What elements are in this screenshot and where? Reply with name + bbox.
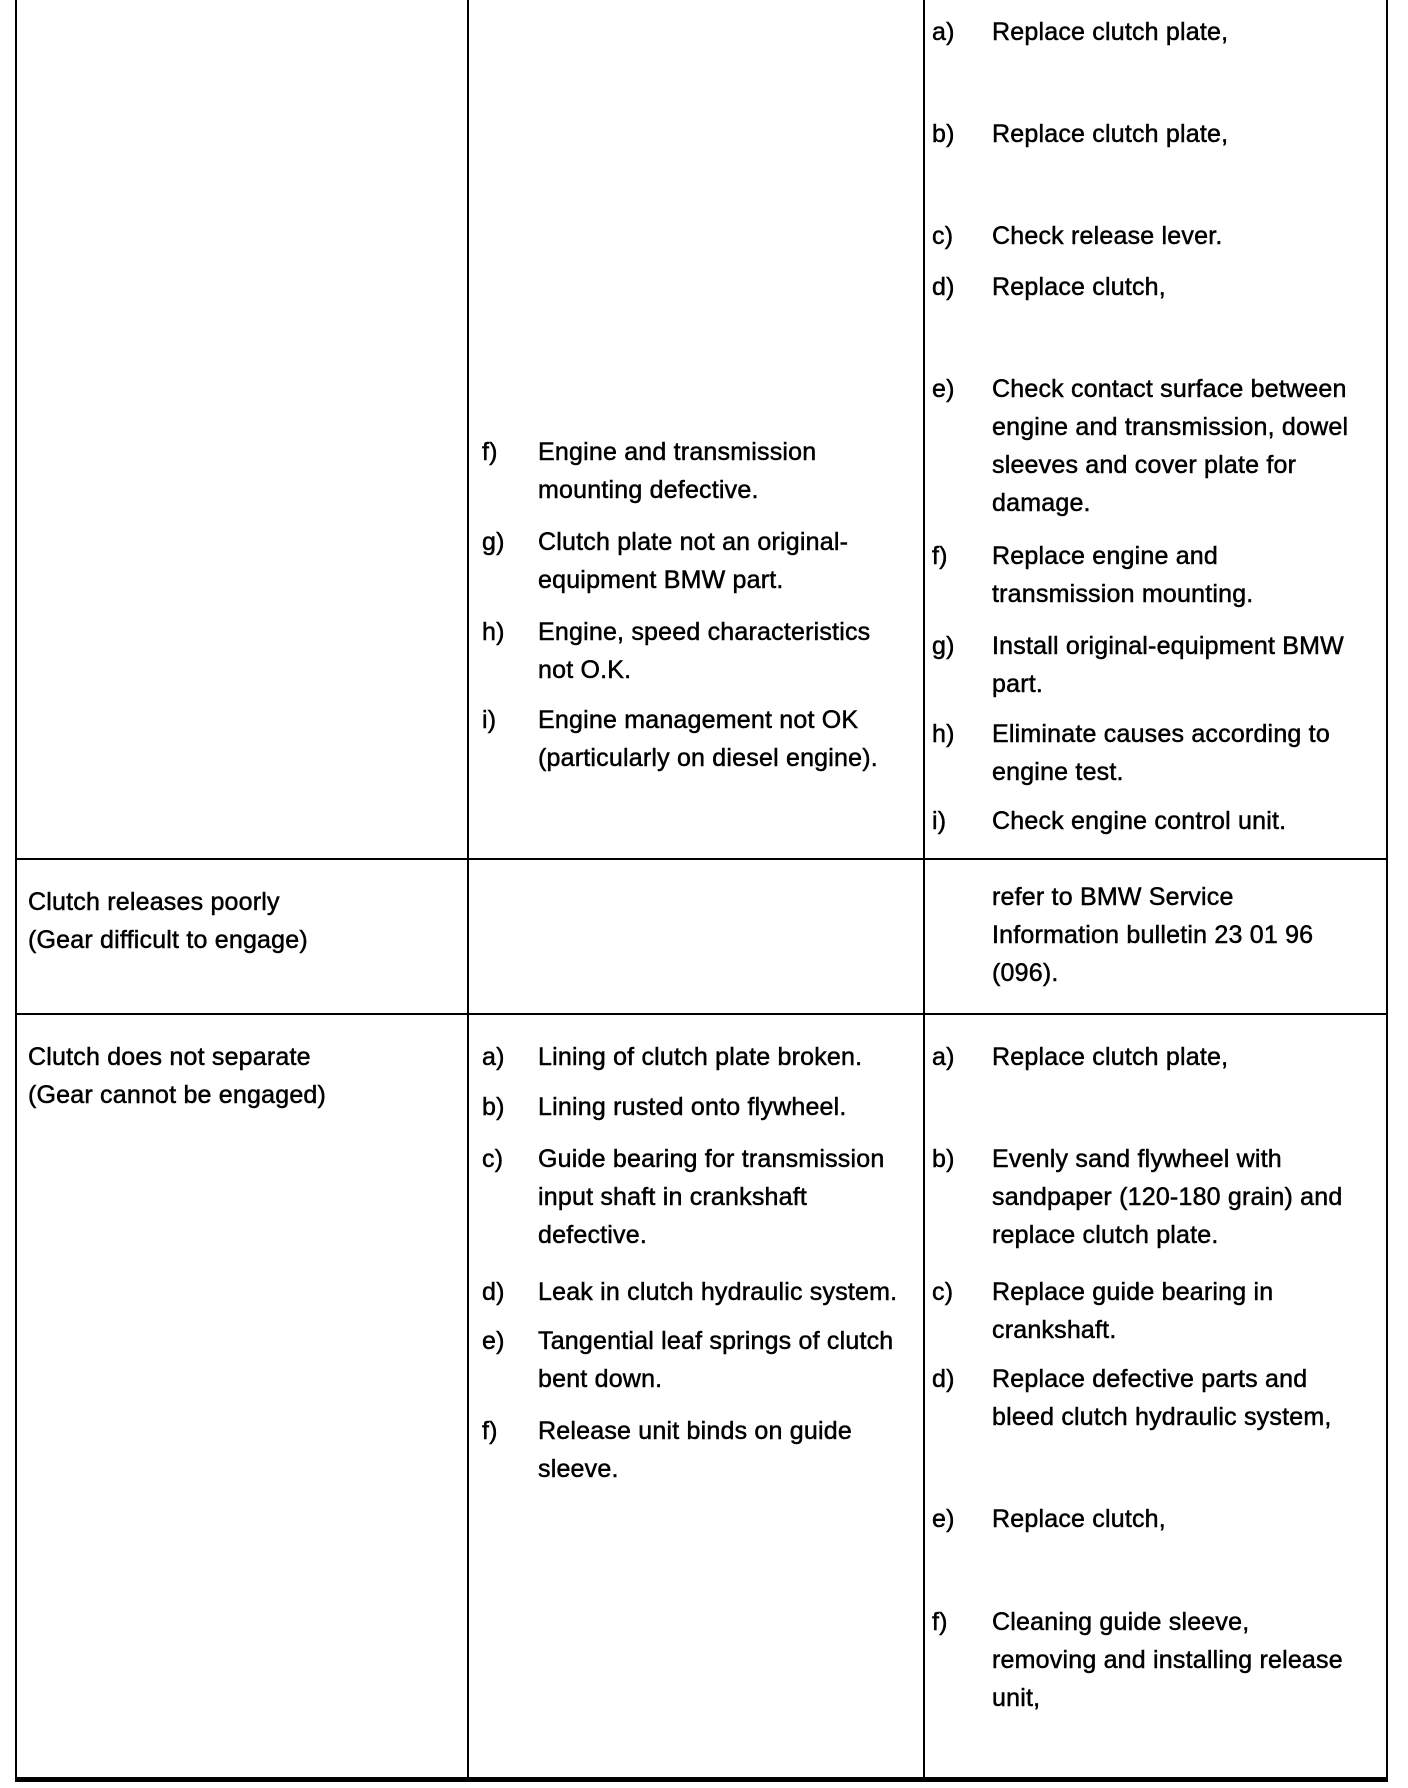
- remedy-item: [925, 115, 1386, 153]
- item-text-line: Clutch plate not an original-: [538, 528, 849, 556]
- item-text-line: removing and installing release: [992, 1646, 1343, 1674]
- remedy-item: [925, 878, 1386, 992]
- item-text-line: Tangential leaf springs of clutch: [538, 1327, 894, 1355]
- item-text-line: Replace engine and: [992, 542, 1218, 570]
- item-text-line: crankshaft.: [992, 1316, 1117, 1344]
- item-letter: e): [932, 1505, 955, 1533]
- item-letter: g): [482, 528, 505, 556]
- item-text-line: bleed clutch hydraulic system,: [992, 1403, 1332, 1431]
- problem-line: Clutch releases poorly: [28, 888, 280, 916]
- item-text-line: sleeve.: [538, 1455, 619, 1483]
- item-letter: d): [482, 1278, 505, 1306]
- item-letter: b): [932, 1145, 955, 1173]
- item-text-line: mounting defective.: [538, 476, 759, 504]
- cause-item: [469, 1140, 923, 1254]
- problem-cell: [17, 860, 469, 1013]
- cause-item: [469, 1412, 923, 1488]
- remedy-cell: [925, 0, 1386, 858]
- remedy-cell: [925, 1015, 1386, 1777]
- item-text-line: transmission mounting.: [992, 580, 1254, 608]
- item-text-line: defective.: [538, 1221, 648, 1249]
- item-text-line: part.: [992, 670, 1044, 698]
- item-text-line: sleeves and cover plate for: [992, 451, 1297, 479]
- item-text-line: (096).: [992, 959, 1059, 987]
- item-text-line: Cleaning guide sleeve,: [992, 1608, 1250, 1636]
- table-row-2: [17, 858, 1386, 1013]
- item-text-line: not O.K.: [538, 656, 632, 684]
- item-text-line: Eliminate causes according to: [992, 720, 1330, 748]
- item-text: [992, 1140, 1386, 1254]
- remedy-item: [925, 1360, 1386, 1436]
- item-text-line: (particularly on diesel engine).: [538, 744, 878, 772]
- cause-cell: [469, 1015, 925, 1777]
- item-text: [992, 1500, 1386, 1538]
- item-text-line: Check release lever.: [992, 222, 1223, 250]
- item-text-line: unit,: [992, 1684, 1041, 1712]
- item-letter: b): [932, 120, 955, 148]
- item-text-line: sandpaper (120-180 grain) and: [992, 1183, 1343, 1211]
- item-text-line: Guide bearing for transmission: [538, 1145, 885, 1173]
- item-letter: g): [932, 632, 955, 660]
- item-text-line: Evenly sand flywheel with: [992, 1145, 1282, 1173]
- item-text-line: Engine management not OK: [538, 706, 859, 734]
- remedy-item: [925, 268, 1386, 306]
- item-text: [992, 1360, 1386, 1436]
- item-text: [538, 1140, 923, 1254]
- remedy-item: [925, 715, 1386, 791]
- item-letter: i): [482, 706, 497, 734]
- item-text-line: Leak in clutch hydraulic system.: [538, 1278, 898, 1306]
- table-row-3: [17, 1013, 1386, 1777]
- item-text-line: refer to BMW Service: [992, 883, 1234, 911]
- item-text-line: Lining of clutch plate broken.: [538, 1043, 863, 1071]
- item-text: [992, 370, 1386, 522]
- item-text: [992, 1038, 1386, 1076]
- item-text: [538, 1412, 923, 1488]
- item-text: [992, 115, 1386, 153]
- troubleshooting-table: [15, 0, 1388, 1782]
- item-letter: h): [932, 720, 955, 748]
- item-text-line: Replace clutch plate,: [992, 120, 1229, 148]
- item-text-line: Replace clutch plate,: [992, 18, 1229, 46]
- cause-item: [469, 1038, 923, 1076]
- item-text: [992, 268, 1386, 306]
- problem-line: Clutch does not separate: [28, 1043, 311, 1071]
- item-text-line: damage.: [992, 489, 1091, 517]
- item-letter: e): [482, 1327, 505, 1355]
- item-letter: d): [932, 1365, 955, 1393]
- cause-cell: [469, 860, 925, 1013]
- item-text: [992, 1603, 1386, 1717]
- item-text: [538, 433, 923, 509]
- item-letter: d): [932, 273, 955, 301]
- problem-cell: [17, 1015, 469, 1777]
- item-text: [992, 715, 1386, 791]
- remedy-cell: [925, 860, 1386, 1013]
- item-letter: a): [932, 18, 955, 46]
- problem-line: (Gear difficult to engage): [28, 926, 308, 954]
- item-text: [992, 537, 1386, 613]
- table-row-1: [17, 0, 1386, 858]
- item-text-line: Check contact surface between: [992, 375, 1347, 403]
- cause-item: [469, 433, 923, 509]
- cause-item: [469, 1322, 923, 1398]
- item-letter: b): [482, 1093, 505, 1121]
- item-text-line: Engine and transmission: [538, 438, 817, 466]
- item-text-line: input shaft in crankshaft: [538, 1183, 808, 1211]
- item-text-line: equipment BMW part.: [538, 566, 784, 594]
- item-text-line: Replace clutch plate,: [992, 1043, 1229, 1071]
- item-letter: c): [932, 222, 954, 250]
- cause-item: [469, 1088, 923, 1126]
- item-letter: f): [932, 542, 948, 570]
- cause-item: [469, 701, 923, 777]
- item-text-line: replace clutch plate.: [992, 1221, 1219, 1249]
- remedy-item: [925, 1140, 1386, 1254]
- remedy-item: [925, 370, 1386, 522]
- item-text-line: Lining rusted onto flywheel.: [538, 1093, 847, 1121]
- problem-cell: [17, 0, 469, 858]
- cause-cell: [469, 0, 925, 858]
- item-text-line: engine test.: [992, 758, 1124, 786]
- cause-item: [469, 1273, 923, 1311]
- item-text: [538, 1088, 923, 1126]
- item-text: [538, 701, 923, 777]
- remedy-item: [925, 1603, 1386, 1717]
- item-letter: h): [482, 618, 505, 646]
- remedy-item: [925, 802, 1386, 840]
- remedy-item: [925, 217, 1386, 255]
- item-letter: i): [932, 807, 947, 835]
- item-text-line: Install original-equipment BMW: [992, 632, 1344, 660]
- item-letter: e): [932, 375, 955, 403]
- item-text-line: Information bulletin 23 01 96: [992, 921, 1314, 949]
- remedy-item: [925, 1273, 1386, 1349]
- cause-item: [469, 613, 923, 689]
- item-text-line: Check engine control unit.: [992, 807, 1287, 835]
- item-letter: a): [932, 1043, 955, 1071]
- item-text: [992, 627, 1386, 703]
- item-letter: c): [932, 1278, 954, 1306]
- item-text: [538, 613, 923, 689]
- cause-item: [469, 523, 923, 599]
- item-text-line: Replace clutch,: [992, 1505, 1166, 1533]
- item-text: [992, 13, 1386, 51]
- item-text-line: Release unit binds on guide: [538, 1417, 852, 1445]
- item-text-line: bent down.: [538, 1365, 663, 1393]
- item-letter: f): [932, 1608, 948, 1636]
- item-text: [992, 217, 1386, 255]
- item-text: [992, 802, 1386, 840]
- item-text-line: Replace clutch,: [992, 273, 1166, 301]
- item-letter: c): [482, 1145, 504, 1173]
- item-text: [538, 1322, 923, 1398]
- item-letter: f): [482, 438, 498, 466]
- remedy-item: [925, 1500, 1386, 1538]
- remedy-item: [925, 1038, 1386, 1076]
- remedy-item: [925, 13, 1386, 51]
- item-text: [992, 1273, 1386, 1349]
- remedy-item: [925, 627, 1386, 703]
- item-text-line: Replace defective parts and: [992, 1365, 1308, 1393]
- item-text-line: Engine, speed characteristics: [538, 618, 871, 646]
- item-text: [538, 523, 923, 599]
- item-text-line: engine and transmission, dowel: [992, 413, 1349, 441]
- item-text-line: Replace guide bearing in: [992, 1278, 1274, 1306]
- problem-line: (Gear cannot be engaged): [28, 1081, 327, 1109]
- remedy-item: [925, 537, 1386, 613]
- item-text: [538, 1038, 923, 1076]
- item-letter: a): [482, 1043, 505, 1071]
- item-text: [538, 1273, 923, 1311]
- item-letter: f): [482, 1417, 498, 1445]
- item-text: [992, 878, 1386, 992]
